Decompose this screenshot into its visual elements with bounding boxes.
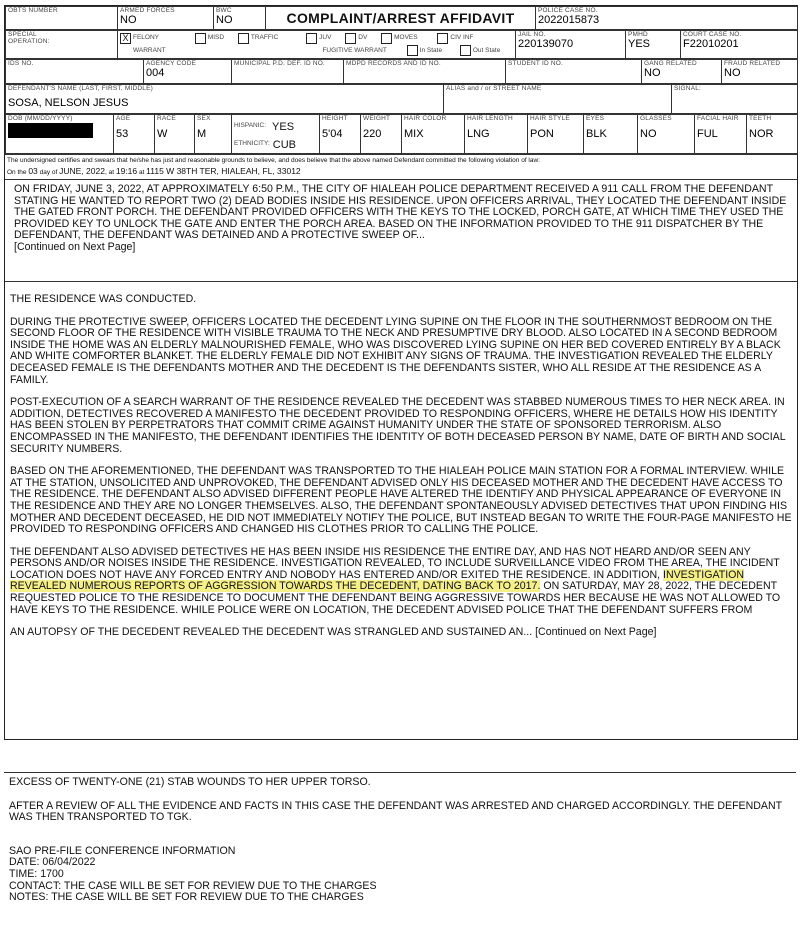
- narrative-2-p6: AN AUTOPSY OF THE DECEDENT REVEALED THE DECEDENT WAS STRANGLED AND SUSTAINED AN... [Continued on Next Page]: [10, 626, 657, 639]
- ids-row: [5, 59, 798, 84]
- race-label: RACE: [157, 115, 176, 122]
- sao-heading: SAO PRE-FILE CONFERENCE INFORMATION: [9, 844, 236, 857]
- narrative-1-text: ON FRIDAY, JUNE 3, 2022, AT APPROXIMATELY 6:50 P.M., THE CITY OF HIALEAH POLICE DEPARTMENT RECEIVED A 911 CALL FROM THE DEFENDANT STATING HE WANTED TO REPORT TWO (2) DEAD BODIES INSIDE HIS RESIDENCE. UPON OFFICERS ARRIVAL, THEY LOCATED THE DEFENDANT INSIDE THE GATED FRONT PORCH. THE DEFENDANT PROVIDED OFFICERS WITH THE KEYS TO THE LOCKED, PORCH GATE, AT WHICH TIME THEY USED THE PROVIDED KEY TO UNLOCK THE GATE AND ENTER THE PORCH AREA. BASED ON THE INFORMATION PROVIDED TO THE 911 DISPATCHER BY THE DEFENDANT, THE DEFENDANT WAS DETAINED AND A PROTECTIVE SWEEP OF...: [14, 183, 787, 242]
- pmhd-cell: [626, 31, 681, 59]
- felony-checkbox[interactable]: X: [120, 33, 131, 44]
- civ-inf-checkbox[interactable]: [437, 33, 448, 44]
- juv-checkbox[interactable]: [306, 33, 317, 44]
- sex-cell: [195, 115, 232, 154]
- agency-value: 004: [146, 67, 165, 79]
- hair-length-label: HAIR LENGTH: [467, 115, 513, 122]
- signal-label: SIGNAL:: [674, 85, 702, 92]
- sao-notes: NOTES: THE CASE WILL BE SET FOR REVIEW DUE TO THE CHARGES: [9, 891, 364, 904]
- narrative-2-p1: THE RESIDENCE WAS CONDUCTED.: [10, 293, 197, 305]
- operation-label: OPERATION:: [8, 38, 50, 45]
- weight-label: WEIGHT: [363, 115, 391, 122]
- physical-row: [5, 114, 798, 154]
- sao-time: TIME: 1700: [9, 867, 64, 880]
- police-case-value: 2022015873: [538, 14, 600, 26]
- dob-label: DOB (MM/DD/YYYY): [8, 115, 73, 122]
- ids-cell: [6, 60, 144, 84]
- eyes-label: EYES: [586, 115, 605, 122]
- alias-label: ALIAS and / or STREET NAME: [446, 85, 542, 92]
- gang-value: NO: [644, 67, 661, 79]
- height-label: HEIGHT: [322, 115, 348, 122]
- defendant-row: [5, 84, 798, 114]
- facial-hair-label: FACIAL HAIR: [697, 115, 739, 122]
- ethnicity-label: ETHNICITY:: [234, 140, 270, 148]
- narrative-3-p2: AFTER A REVIEW OF ALL THE EVIDENCE AND FACTS IN THIS CASE THE DEFENDANT WAS ARRESTED AND CHARGED ACCORDINGLY. THE DEFENDANT WAS THEN TRANSPORTED TO TGK.: [9, 799, 782, 824]
- age-cell: [114, 115, 155, 154]
- hair-style-label: HAIR STYLE: [530, 115, 570, 122]
- certification-block: [5, 154, 797, 179]
- dob-cell: [6, 115, 114, 154]
- header-row: [5, 6, 798, 30]
- armed-forces-value: NO: [120, 14, 137, 26]
- agency-cell: [144, 60, 232, 84]
- dv-checkbox[interactable]: [345, 33, 356, 44]
- fraud-cell: [722, 60, 798, 84]
- month-year-value: JUNE, 2022: [59, 166, 105, 176]
- police-case-cell: [536, 7, 798, 30]
- court-case-cell: [681, 31, 798, 59]
- on-the-label: On the: [7, 169, 27, 176]
- municipal-cell: [232, 60, 344, 84]
- hispanic-cell: [232, 115, 320, 154]
- address-value: 1115 W 38TH TER, HIALEAH, FL, 33012: [146, 166, 301, 176]
- facial-hair-value: FUL: [697, 128, 718, 140]
- student-cell: [506, 60, 642, 84]
- defendant-name-label: DEFENDANT'S NAME (LAST, FIRST, MIDDLE): [8, 85, 153, 92]
- hair-color-value: MIX: [404, 128, 424, 140]
- glasses-value: NO: [640, 128, 657, 140]
- pmhd-value: YES: [628, 38, 651, 50]
- defendant-name-value: SOSA, NELSON JESUS: [8, 97, 129, 109]
- teeth-label: TEETH: [749, 115, 772, 122]
- jail-label: JAIL NO.: [518, 31, 546, 38]
- warrant-label: WARRANT: [133, 46, 166, 54]
- ids-label: IDS NO.: [8, 60, 34, 67]
- special-label: SPECIAL: [8, 31, 37, 38]
- court-case-value: F22010201: [683, 38, 739, 50]
- age-value: 53: [116, 128, 129, 140]
- affidavit-form: [4, 5, 798, 740]
- ethnicity-line: [234, 135, 317, 153]
- certification-date-line: On the 03 day of JUNE, 2022, at 19:16 at 1115 W 38TH TER, HIALEAH, FL, 33012: [7, 166, 301, 176]
- felony-label: FELONY: [133, 34, 160, 41]
- at-label: at: [108, 169, 115, 176]
- hair-style-cell: [528, 115, 584, 154]
- sao-date: DATE: 06/04/2022: [9, 856, 96, 869]
- civ-inf-label: CIV INF: [450, 34, 474, 41]
- narrative-2-p5-end: ON SATURDAY, MAY 28, 2022, THE DECEDENT REQUESTED POLICE TO THE RESIDENCE TO DOCUMENT THE DEFENDANT BEING AGGRESSIVE TOWARDS HER BECAUSE HE WAS NOT ALLOWED TO HAVE KEYS TO THE RESIDENCE. WHILE POLICE WERE ON LOCATION, THE DECEDENT ADVISED POLICE THAT THE DEFENDANT SUFFERS FROM: [10, 580, 781, 616]
- out-state-label: Out State: [472, 46, 501, 54]
- certification-text: The undersigned certifies and swears that he/she has just and reasonable grounds to believe, and does believe that the above named Defendant committed the following violation of law:: [7, 157, 540, 164]
- student-label: STUDENT ID NO.: [508, 60, 564, 67]
- traffic-label: TRAFFIC: [250, 34, 279, 41]
- teeth-cell: [747, 115, 798, 154]
- special-operation-cell: [6, 31, 118, 59]
- dob-redaction: [8, 123, 93, 138]
- highlighted-text: INVESTIGATION REVEALED NUMEROUS REPORTS OF AGGRESSION TOWARDS THE DECEDENT, DATING BACK TO 2017.: [10, 568, 745, 593]
- armed-forces-label: ARMED FORCES: [120, 7, 175, 14]
- page-title: COMPLAINT/ARREST AFFIDAVIT: [286, 10, 515, 26]
- out-state-checkbox[interactable]: [460, 45, 471, 56]
- armed-forces-cell: [118, 7, 214, 30]
- narrative-2-p3: POST-EXECUTION OF A SEARCH WARRANT OF THE RESIDENCE REVEALED THE DECEDENT WAS STABBED NUMEROUS TIMES TO HER NECK AREA. IN ADDITION, DETECTIVES RECOVERED A MANIFESTO THE DECEDENT PROVIDED TO RESPONDING OFFICERS, WHERE HE DETAILS HOW HIS IDENTITY HAS BEEN STOLEN BY PERPETRATORS THAT COMMIT CRIME AGAINST HUMANITY UNDER THE STATE OF SPONSORED TERRORISM. ALSO ENCOMPASSED IN THE MANIFESTO, THE DEFENDANT IDENTIFIES THE IDENTITY OF BOTH DECEASED PERSON BY NAME, DATE OF BIRTH AND SOCIAL SECURITY NUMBERS.: [10, 396, 786, 455]
- ethnicity-value: CUB: [272, 139, 296, 151]
- narrative-section-1: [5, 179, 797, 281]
- weight-cell: [361, 115, 402, 154]
- height-value: 5'04: [322, 128, 343, 140]
- offense-row-1: [120, 32, 513, 45]
- day-of-label: day of: [39, 169, 58, 176]
- race-value: W: [157, 128, 168, 140]
- moves-label: MOVES: [394, 34, 418, 41]
- hair-color-label: HAIR COLOR: [404, 115, 447, 122]
- hair-style-value: PON: [530, 128, 554, 140]
- sao-info: [9, 846, 791, 904]
- operation-row: [5, 30, 798, 59]
- title-cell: [266, 7, 536, 30]
- fugitive-warrant-label: FUGITIVE WARRANT: [322, 46, 387, 54]
- misd-checkbox[interactable]: [195, 33, 206, 44]
- time-value: 19:16: [115, 166, 138, 176]
- obts-label: OBTS NUMBER: [8, 7, 58, 14]
- eyes-value: BLK: [586, 128, 607, 140]
- alias-cell: [444, 85, 672, 114]
- signal-cell: [672, 85, 798, 114]
- juv-label: JUV: [319, 34, 332, 41]
- hair-length-value: LNG: [467, 128, 490, 140]
- gang-cell: [642, 60, 722, 84]
- glasses-cell: [638, 115, 695, 154]
- moves-checkbox[interactable]: [381, 33, 392, 44]
- bwc-value: NO: [216, 14, 233, 26]
- weight-value: 220: [363, 128, 382, 140]
- narrative-2-p5: [10, 547, 792, 617]
- sao-contact: CONTACT: THE CASE WILL BE SET FOR REVIEW DUE TO THE CHARGES: [9, 879, 377, 892]
- age-label: AGE: [116, 115, 131, 122]
- narrative-section-2: [5, 281, 797, 739]
- court-case-label: COURT CASE NO.: [683, 31, 742, 38]
- pmhd-label: PMHD: [628, 31, 648, 38]
- hispanic-label: HISPANIC:: [234, 122, 267, 130]
- in-state-label: In State: [419, 46, 443, 54]
- fraud-value: NO: [724, 67, 741, 79]
- hair-length-cell: [465, 115, 528, 154]
- police-case-label: POLICE CASE NO.: [538, 7, 598, 14]
- at-label-2: at: [138, 169, 145, 176]
- defendant-name-cell: [6, 85, 444, 114]
- hispanic-value: YES: [272, 121, 295, 133]
- fraud-label: FRAUD RELATED: [724, 60, 781, 67]
- agency-label: AGENCY CODE: [146, 60, 197, 67]
- teeth-value: NOR: [749, 128, 774, 140]
- hispanic-line: [234, 117, 317, 135]
- bwc-label: BWC: [216, 7, 232, 14]
- traffic-checkbox[interactable]: [238, 33, 249, 44]
- mdpd-cell: [344, 60, 506, 84]
- misd-label: MISD: [207, 34, 225, 41]
- gang-label: GANG RELATED: [644, 60, 697, 67]
- race-cell: [155, 115, 195, 154]
- jail-value: 220139070: [518, 38, 574, 50]
- offense-type-cell: [118, 31, 516, 59]
- offense-row-2: [120, 45, 513, 58]
- facial-hair-cell: [695, 115, 747, 154]
- narrative-2-p2: DURING THE PROTECTIVE SWEEP, OFFICERS LOCATED THE DECEDENT LYING SUPINE ON THE FLOOR IN THE SOUTHERNMOST BEDROOM ON THE SECOND FLOOR OF THE RESIDENCE WITH VISIBLE TRAUMA TO THE NECK AND PRESUMPTIVE DRY BLOOD. ALSO LOCATED IN A SECOND BEDROOM INSIDE THE HOME WAS AN ELDERLY MALNOURISHED FEMALE, WHO WAS DISCOVERED LYING SUPINE ON HER BED COVERED ENTIRELY BY A BLACK AND WHITE COMFORTER BLANKET. THE ELDERLY FEMALE DID NOT EXHIBIT ANY SIGNS OF TRAUMA. THE INVESTIGATION REVEALED THE ELDERLY DECEASED FEMALE IS THE DEFENDANTS MOTHER AND THE DECEDENT IS THE DEFENDANTS SISTER, WHO ALL RESIDE AT THE RESIDENCE AS A FAMILY.: [10, 315, 781, 386]
- municipal-label: MUNICIPAL P.D. DEF. ID NO.: [234, 60, 326, 67]
- mdpd-label: MDPD RECORDS AND ID NO.: [346, 60, 441, 67]
- narrative-3-p1: EXCESS OF TWENTY-ONE (21) STAB WOUNDS TO HER UPPER TORSO.: [9, 776, 371, 788]
- obts-cell: [6, 7, 118, 30]
- narrative-section-3: [4, 772, 796, 904]
- glasses-label: GLASSES: [640, 115, 672, 122]
- continued-note-1: [Continued on Next Page]: [14, 240, 136, 253]
- eyes-cell: [584, 115, 638, 154]
- bwc-cell: [214, 7, 266, 30]
- height-cell: [320, 115, 361, 154]
- sex-value: M: [197, 128, 207, 140]
- in-state-checkbox[interactable]: [407, 45, 418, 56]
- day-value: 03: [28, 166, 38, 176]
- dv-label: DV: [358, 34, 368, 41]
- sex-label: SEX: [197, 115, 211, 122]
- hair-color-cell: [402, 115, 465, 154]
- jail-cell: [516, 31, 626, 59]
- narrative-2-p5-start: THE DEFENDANT ALSO ADVISED DETECTIVES HE HAS BEEN INSIDE HIS RESIDENCE THE ENTIRE DAY, AND HAS NOT HEARD AND/OR SEEN ANY PERSONS AND/OR NOISES INSIDE THE RESIDENCE. INVESTIGATION REVEALED, TO INCLUDE SURVEILLANCE VIDEO FROM THE AREA, THE INCIDENT LOCATION DOES NOT HAVE ANY FORCED ENTRY AND NOBODY HAS ENTERED AND/OR EXITED THE RESIDENCE. IN ADDITION,: [10, 545, 780, 581]
- narrative-2-p4: BASED ON THE AFOREMENTIONED, THE DEFENDANT WAS TRANSPORTED TO THE HIALEAH POLICE MAIN STATION FOR A FORMAL INTERVIEW. WHILE AT THE STATION, UNSOLICITED AND UNPROVOKED, THE DEFENDANT ADVISED ONLY HIS DECEASED MOTHER AND THE DECEDENT HAVE ACCESS TO THE RESIDENCE. THE DEFENDANT ALSO ADVISED DIFFERENT PEOPLE HAVE ALTERED THE IDENTIFY AND PHYSICAL APPEARANCE OF EVERYONE IN THE RESIDENCE AND THEY ARE NO LONGER THEMSELVES. ALSO, THE DEFENDANT SPONTANEOUSLY ADVISED DETECTIVES THAT UPON FINDING HIS MOTHER AND DECEDENT DECEASED, HE DID NOT IMMEDIATELY NOTIFY THE POLICE, BUT INSTEAD BEGAN TO WRITE THE FOUR-PAGE MANIFESTO HE PROVIDED TO RESPONDING OFFICERS AND CHANGED HIS CLOTHES PRIOR TO CALLING THE POLICE.: [10, 465, 792, 536]
